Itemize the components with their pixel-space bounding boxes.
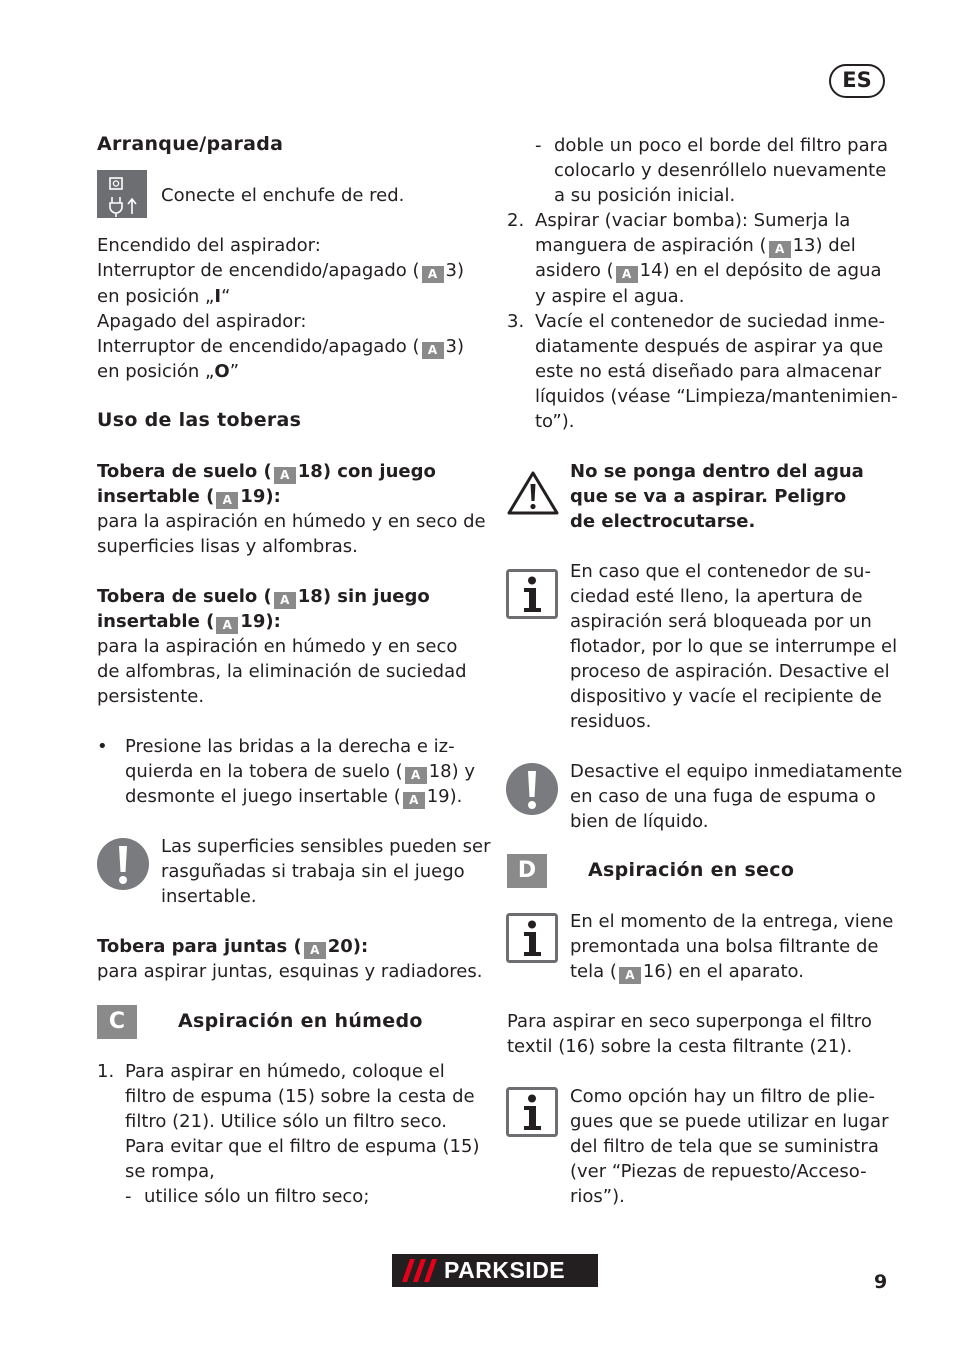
dash-line-2: colocarlo y desenróllelo nuevamente <box>554 160 887 181</box>
bullet-line-1: Presione las bridas a la derecha e iz- <box>125 736 455 757</box>
warning-2-line-1: Desactive el equipo inmediatamente <box>570 761 903 782</box>
warning-triangle-icon <box>506 470 560 523</box>
step-1-line-4: Para evitar que el filtro de espuma (15) <box>125 1136 480 1157</box>
step-1-line-6: utilice sólo un filtro seco; <box>144 1186 370 1207</box>
step-3-line-5: to”). <box>535 411 575 432</box>
warning-2-line-2: en caso de una fuga de espuma o <box>570 786 876 807</box>
tobera-1-text-2: superficies lisas y alfombras. <box>97 536 358 557</box>
on-line-2: en posición „I“ <box>97 286 231 307</box>
tobera-1-text-1: para la aspiración en húmedo y en seco de <box>97 511 486 532</box>
info-3-line-3: del filtro de tela que se suministra <box>570 1136 879 1157</box>
step-2-line-4: y aspire el agua. <box>535 286 685 307</box>
step-1-line-3: filtro (21). Utilice sólo un filtro seco. <box>125 1111 448 1132</box>
danger-line-1: No se ponga dentro del agua <box>570 461 864 482</box>
figure-ref-badge: A <box>616 266 638 283</box>
exclamation-circle-icon <box>97 838 149 897</box>
section-d-badge: D <box>507 854 547 888</box>
on-title: Encendido del aspirador: <box>97 235 321 256</box>
figure-ref-badge: A <box>405 767 427 784</box>
warning-2-line-3: bien de líquido. <box>570 811 709 832</box>
info-icon <box>506 569 558 626</box>
tobera-3-title: Tobera para juntas ( A 20): <box>97 936 369 957</box>
brand-logo <box>392 1254 598 1287</box>
exclamation-circle-icon <box>506 763 558 822</box>
off-line-1: Interruptor de encendido/apagado ( A 3) <box>97 336 464 357</box>
info-1-line-7: residuos. <box>570 711 652 732</box>
on-line-1: Interruptor de encendido/apagado ( A 3) <box>97 260 464 281</box>
bullet-marker: • <box>97 736 108 757</box>
dry-line-2: textil (16) sobre la cesta filtrante (21). <box>507 1036 853 1057</box>
info-1-line-1: En caso que el contenedor de su- <box>570 561 871 582</box>
heading-arranque: Arranque/parada <box>97 133 284 155</box>
warning-1-line-1: Las superficies sensibles pueden ser <box>161 836 491 857</box>
step-3-line-4: líquidos (véase “Limpieza/mantenimien- <box>535 386 898 407</box>
info-3-line-1: Como opción hay un filtro de plie- <box>570 1086 876 1107</box>
step-3-line-2: diatamente después de aspirar ya que <box>535 336 884 357</box>
step-2-line-2: manguera de aspiración ( A 13) del <box>535 235 856 256</box>
dash-marker: - <box>535 135 542 156</box>
tobera-1-title-line-1: Tobera de suelo ( A 18) con juego <box>97 461 436 482</box>
brand-name: PARKSIDE <box>444 1257 566 1283</box>
danger-line-2: que se va a aspirar. Peligro <box>570 486 847 507</box>
tobera-2-title-line-1: Tobera de suelo ( A 18) sin juego <box>97 586 430 607</box>
heading-aspiracion-humedo: Aspiración en húmedo <box>178 1010 423 1032</box>
figure-ref-badge: A <box>403 792 425 809</box>
step-3-line-1: Vacíe el contenedor de suciedad inme- <box>535 311 886 332</box>
power-plug-icon <box>97 170 147 218</box>
info-3-line-2: gues que se puede utilizar en lugar <box>570 1111 889 1132</box>
step-2-line-3: asidero ( A 14) en el depósito de agua <box>535 260 882 281</box>
step-1-line-1: Para aspirar en húmedo, coloque el <box>125 1061 445 1082</box>
bullet-line-3: desmonte el juego insertable ( A 19). <box>125 786 463 807</box>
figure-ref-badge: A <box>216 492 238 509</box>
step-2-number: 2. <box>507 210 525 231</box>
figure-ref-badge: A <box>216 617 238 634</box>
step-1-dash: - <box>125 1186 132 1207</box>
heading-toberas: Uso de las toberas <box>97 409 302 431</box>
info-2-line-3: tela ( A 16) en el aparato. <box>570 961 804 982</box>
step-1-number: 1. <box>97 1061 115 1082</box>
tobera-2-text-3: persistente. <box>97 686 205 707</box>
info-1-line-4: flotador, por lo que se interrumpe el <box>570 636 898 657</box>
step-2-line-1: Aspirar (vaciar bomba): Sumerja la <box>535 210 851 231</box>
info-3-line-5: rios”). <box>570 1186 625 1207</box>
info-2-line-2: premontada una bolsa filtrante de <box>570 936 879 957</box>
off-line-2: en posición „O” <box>97 361 240 382</box>
off-title: Apagado del aspirador: <box>97 311 307 332</box>
logo-stripes-icon <box>392 1254 452 1287</box>
info-1-line-6: dispositivo y vacíe el recipiente de <box>570 686 882 707</box>
tobera-3-text: para aspirar juntas, esquinas y radiadores. <box>97 961 483 982</box>
figure-ref-badge: A <box>422 266 444 283</box>
dash-line-1: doble un poco el borde del filtro para <box>554 135 889 156</box>
info-1-line-3: aspiración será bloqueada por un <box>570 611 872 632</box>
tobera-2-text-2: de alfombras, la eliminación de suciedad <box>97 661 467 682</box>
info-3-line-4: (ver “Piezas de repuesto/Acceso- <box>570 1161 867 1182</box>
step-1-line-2: filtro de espuma (15) sobre la cesta de <box>125 1086 475 1107</box>
dry-line-1: Para aspirar en seco superponga el filtro <box>507 1011 872 1032</box>
figure-ref-badge: A <box>274 467 296 484</box>
tobera-2-title-line-2: insertable ( A 19): <box>97 611 281 632</box>
step-3-line-3: este no está diseñado para almacenar <box>535 361 882 382</box>
plug-instruction: Conecte el enchufe de red. <box>161 185 405 206</box>
bullet-line-2: quierda en la tobera de suelo ( A 18) y <box>125 761 476 782</box>
tobera-1-title-line-2: insertable ( A 19): <box>97 486 281 507</box>
figure-ref-badge: A <box>422 342 444 359</box>
step-1-line-5: se rompa, <box>125 1161 215 1182</box>
step-3-number: 3. <box>507 311 525 332</box>
info-1-line-2: ciedad esté lleno, la apertura de <box>570 586 863 607</box>
figure-ref-badge: A <box>274 592 296 609</box>
info-2-line-1: En el momento de la entrega, viene <box>570 911 894 932</box>
info-icon <box>506 1087 558 1144</box>
dash-line-3: a su posición inicial. <box>554 185 736 206</box>
info-icon <box>506 913 558 970</box>
section-c-badge: C <box>97 1005 137 1039</box>
language-badge: ES <box>829 64 885 98</box>
tobera-2-text-1: para la aspiración en húmedo y en seco <box>97 636 458 657</box>
info-1-line-5: proceso de aspiración. Desactive el <box>570 661 890 682</box>
warning-1-line-2: rasguñadas si trabaja sin el juego <box>161 861 465 882</box>
page-number: 9 <box>874 1271 888 1293</box>
figure-ref-badge: A <box>304 942 326 959</box>
danger-line-3: de electrocutarse. <box>570 511 756 532</box>
heading-aspiracion-seco: Aspiración en seco <box>588 859 795 881</box>
figure-ref-badge: A <box>619 967 641 984</box>
figure-ref-badge: A <box>769 241 791 258</box>
warning-1-line-3: insertable. <box>161 886 257 907</box>
